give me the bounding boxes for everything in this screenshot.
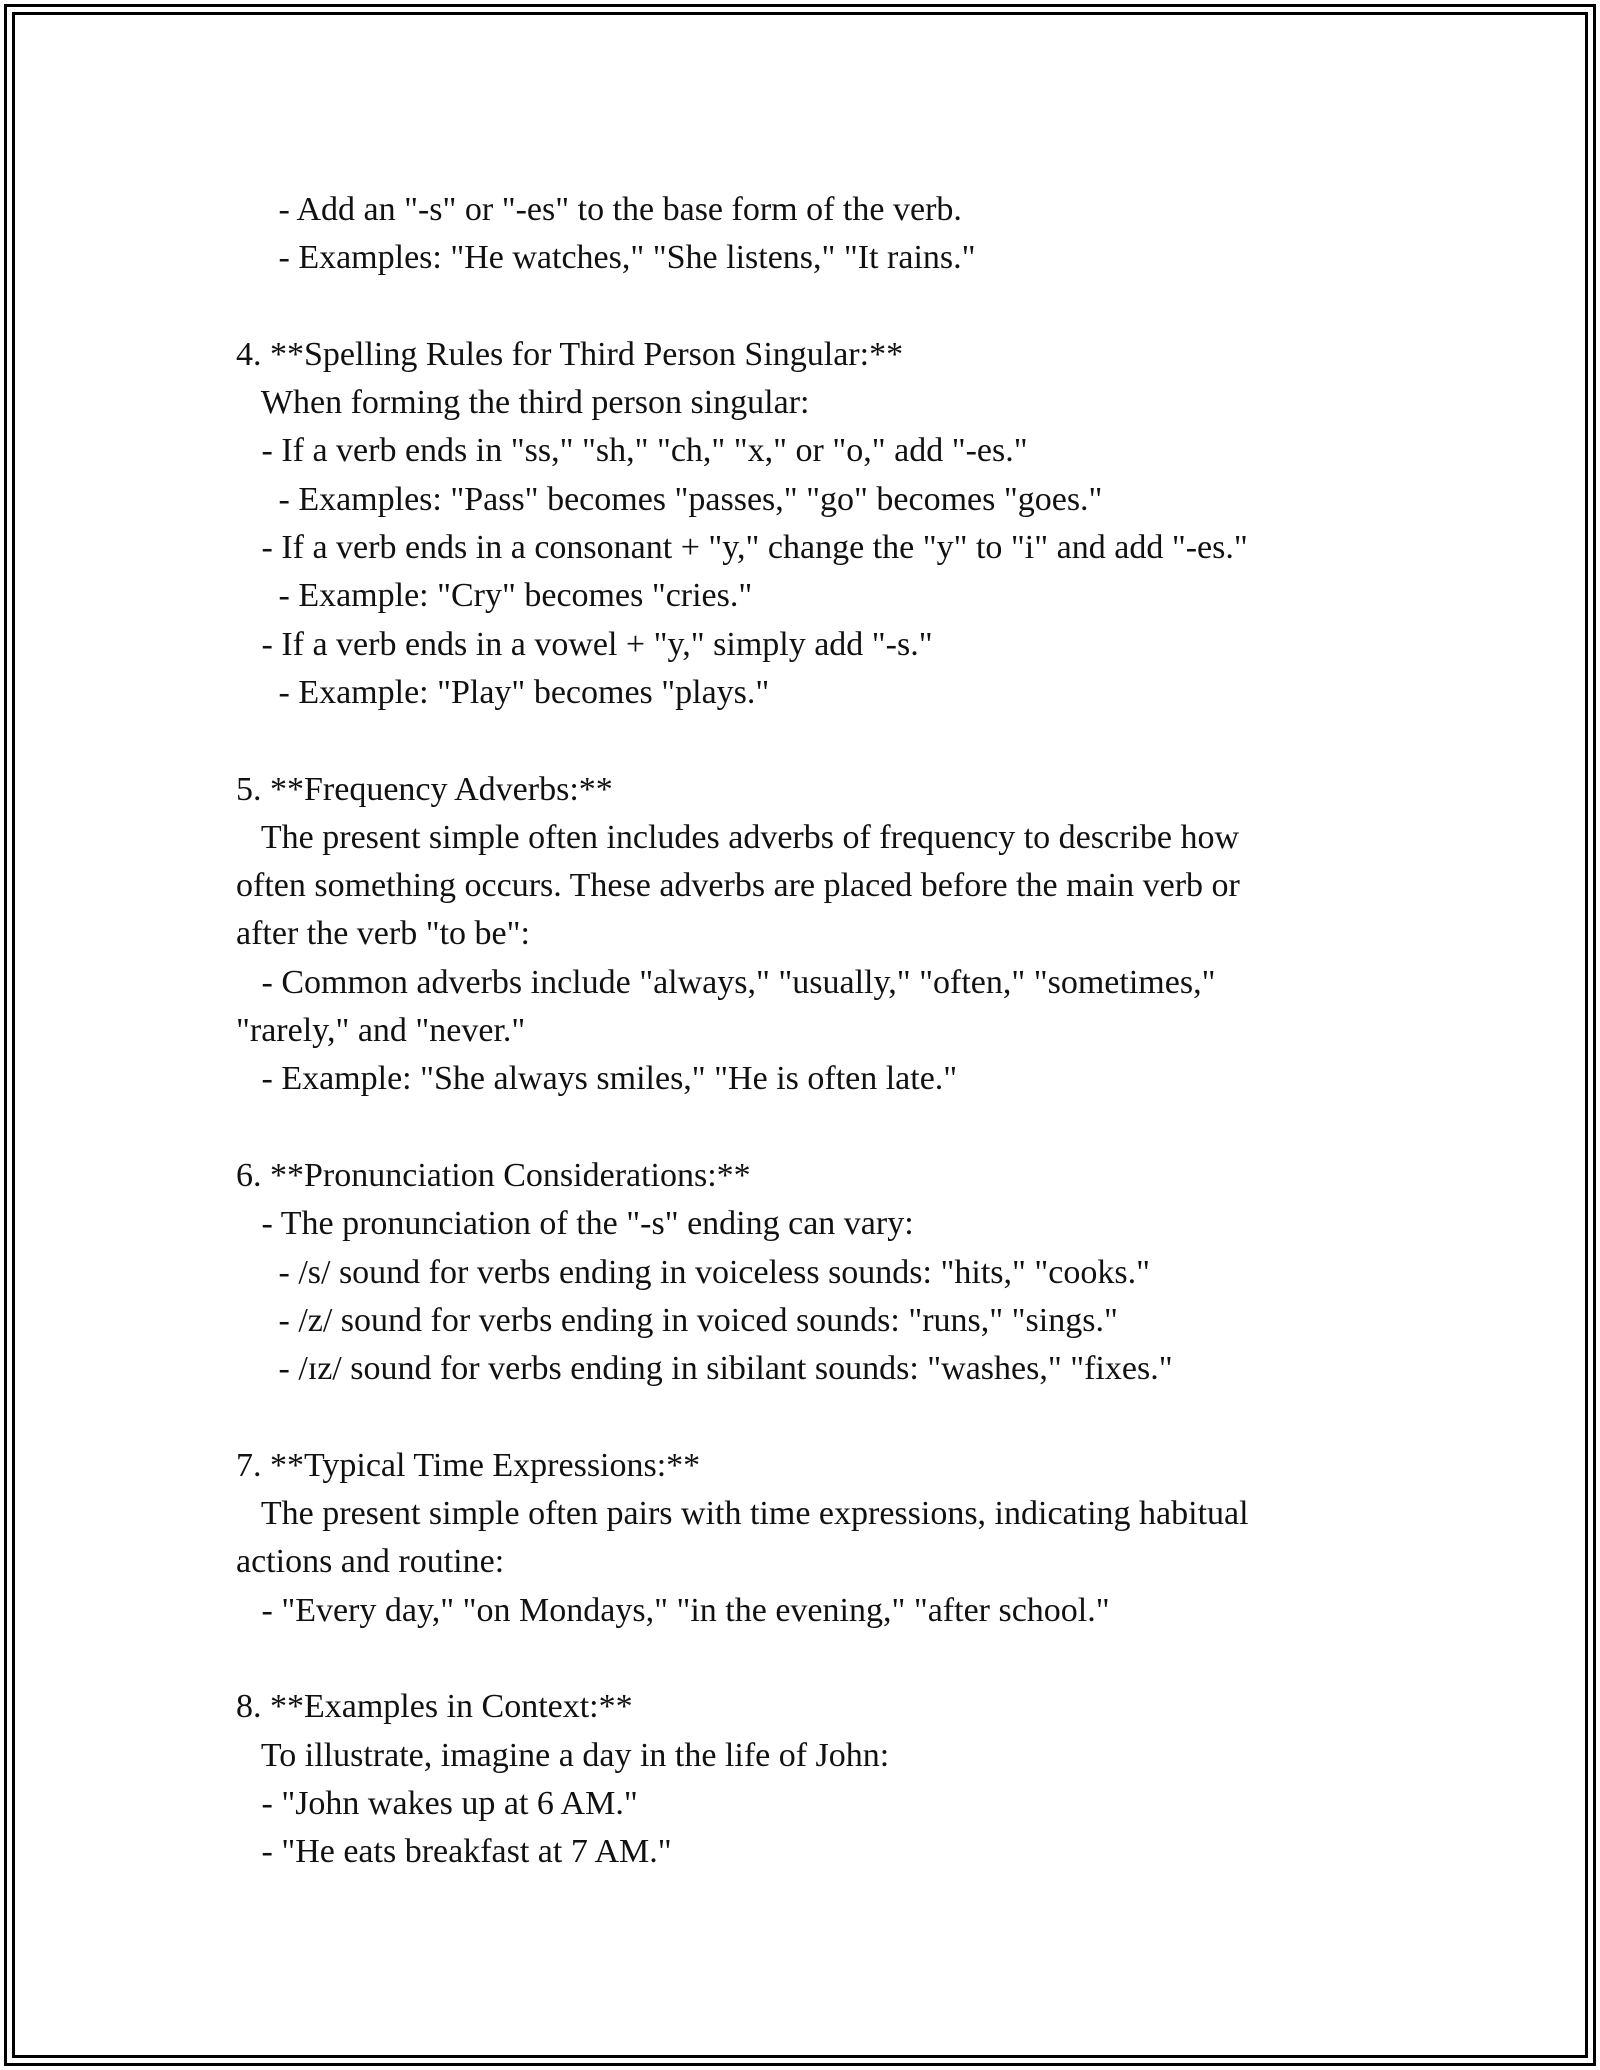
section-heading: 4. **Spelling Rules for Third Person Singular:** — [236, 335, 904, 373]
text-line: - /ɪz/ sound for verbs ending in sibilant sounds: "washes," "fixes." — [236, 1350, 1173, 1388]
text-line: - "John wakes up at 6 AM." — [236, 1784, 638, 1822]
text-line: When forming the third person singular: — [236, 384, 810, 422]
text-line: The present simple often pairs with time expressions, indicating habitual — [236, 1495, 1249, 1533]
text-line: - Example: "She always smiles," "He is often late." — [236, 1060, 958, 1098]
blank-line — [236, 1393, 1386, 1441]
text-line: - Example: "Cry" becomes "cries." — [236, 577, 753, 615]
section-heading: 5. **Frequency Adverbs:** — [236, 770, 613, 808]
text-line: - /z/ sound for verbs ending in voiced sounds: "runs," "sings." — [236, 1301, 1118, 1339]
text-line: after the verb "to be": — [236, 915, 530, 953]
section-heading: 6. **Pronunciation Considerations:** — [236, 1156, 751, 1194]
text-line: - The pronunciation of the "-s" ending can vary: — [236, 1205, 914, 1243]
text-line: To illustrate, imagine a day in the life of John: — [236, 1736, 890, 1774]
text-line: - Examples: "He watches," "She listens," "It rains." — [236, 239, 976, 277]
text-line: - If a verb ends in a vowel + "y," simply add "-s." — [236, 625, 933, 663]
text-line: - Add an "-s" or "-es" to the base form of the verb. — [236, 191, 962, 228]
blank-line — [236, 283, 1386, 331]
text-line: - "Every day," "on Mondays," "in the evening," "after school." — [236, 1591, 1110, 1629]
text-line: - If a verb ends in a consonant + "y," change the "y" to "i" and add "-es." — [236, 529, 1248, 567]
blank-line — [236, 717, 1386, 765]
text-line: - /s/ sound for verbs ending in voiceless sounds: "hits," "cooks." — [236, 1253, 1150, 1291]
text-line: "rarely," and "never." — [236, 1012, 526, 1050]
section-heading: 8. **Examples in Context:** — [236, 1688, 633, 1726]
text-line: The present simple often includes adverbs of frequency to describe how — [236, 818, 1239, 856]
text-line: - If a verb ends in "ss," "sh," "ch," "x," or "o," add "-es." — [236, 432, 1028, 470]
text-line: actions and routine: — [236, 1543, 505, 1581]
text-line: - Examples: "Pass" becomes "passes," "go" becomes "goes." — [236, 480, 1103, 518]
text-line: - "He eats breakfast at 7 AM." — [236, 1833, 672, 1871]
text-line: - Example: "Play" becomes "plays." — [236, 673, 770, 711]
section-heading: 7. **Typical Time Expressions:** — [236, 1446, 701, 1484]
text-line: often something occurs. These adverbs are placed before the main verb or — [236, 867, 1240, 905]
text-line: - Common adverbs include "always," "usually," "often," "sometimes," — [236, 963, 1216, 1001]
document-body — [236, 186, 1386, 1876]
blank-line — [236, 1635, 1386, 1683]
blank-line — [236, 1104, 1386, 1152]
